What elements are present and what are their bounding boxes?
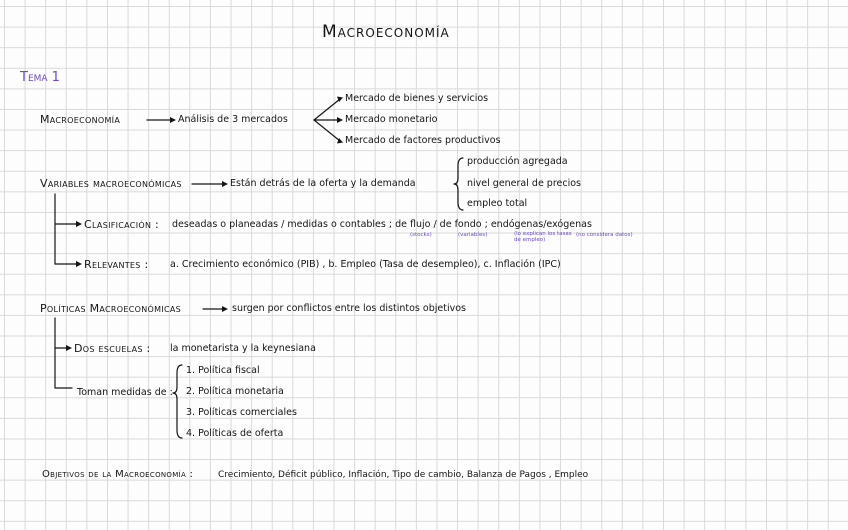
macro-analysis: Análisis de 3 mercados [178, 114, 288, 125]
page-title: Macroeconomía [322, 22, 450, 42]
escuelas-label: Dos escuelas : [74, 342, 151, 355]
brace-variables [454, 158, 463, 210]
tema-heading: Tema 1 [20, 70, 60, 85]
market-item: Mercado de bienes y servicios [345, 93, 489, 104]
politicas-label: Políticas Macroeconómicas [40, 302, 182, 315]
clasificacion-note: (variables) [458, 232, 488, 238]
objetivos-text: Crecimiento, Déficit público, Inflación, Tipo de cambio, Balanza de Pagos , Empleo [218, 470, 589, 480]
medidas-label: Toman medidas de : [77, 387, 173, 398]
clasificacion-note: (no considera datos) [576, 232, 633, 238]
market-item: Mercado monetario [345, 114, 438, 125]
objetivos-label: Objetivos de la Macroeconomía : [42, 469, 194, 480]
medida-item: 3. Políticas comerciales [186, 407, 297, 418]
brace-medidas [173, 365, 182, 438]
market-item: Mercado de factores productivos [345, 135, 501, 146]
variables-desc: Están detrás de la oferta y la demanda [230, 178, 416, 189]
relevantes-label: Relevantes : [84, 258, 149, 271]
relevantes-text: a. Crecimiento económico (PIB) , b. Empleo (Tasa de desempleo), c. Inflación (IPC) [170, 259, 561, 270]
clasificacion-note: (lo explican los tasas de empleo) [514, 231, 572, 243]
variables-item: nivel general de precios [467, 178, 582, 189]
medida-item: 4. Políticas de oferta [186, 428, 284, 439]
variables-item: producción agregada [467, 156, 568, 167]
escuelas-text: la monetarista y la keynesiana [170, 343, 316, 354]
macro-label: Macroeconomía [40, 113, 121, 126]
medida-item: 1. Política fiscal [186, 365, 260, 376]
variables-label: Variables macroeconómicas [40, 177, 182, 190]
medida-item: 2. Política monetaria [186, 386, 284, 397]
clasificacion-label: Clasificación : [84, 218, 160, 231]
politicas-desc: surgen por conflictos entre los distintos objetivos [232, 303, 466, 314]
tree-politicas [55, 318, 72, 388]
clasificacion-text: deseadas o planeadas / medidas o contables ; de flujo / de fondo ; endógenas/exógenas [172, 219, 592, 230]
arrowhead [170, 117, 176, 123]
tree-variables [55, 194, 78, 264]
clasificacion-note: (stocks) [410, 232, 432, 238]
variables-item: empleo total [467, 198, 528, 209]
fork-markets [314, 99, 340, 141]
